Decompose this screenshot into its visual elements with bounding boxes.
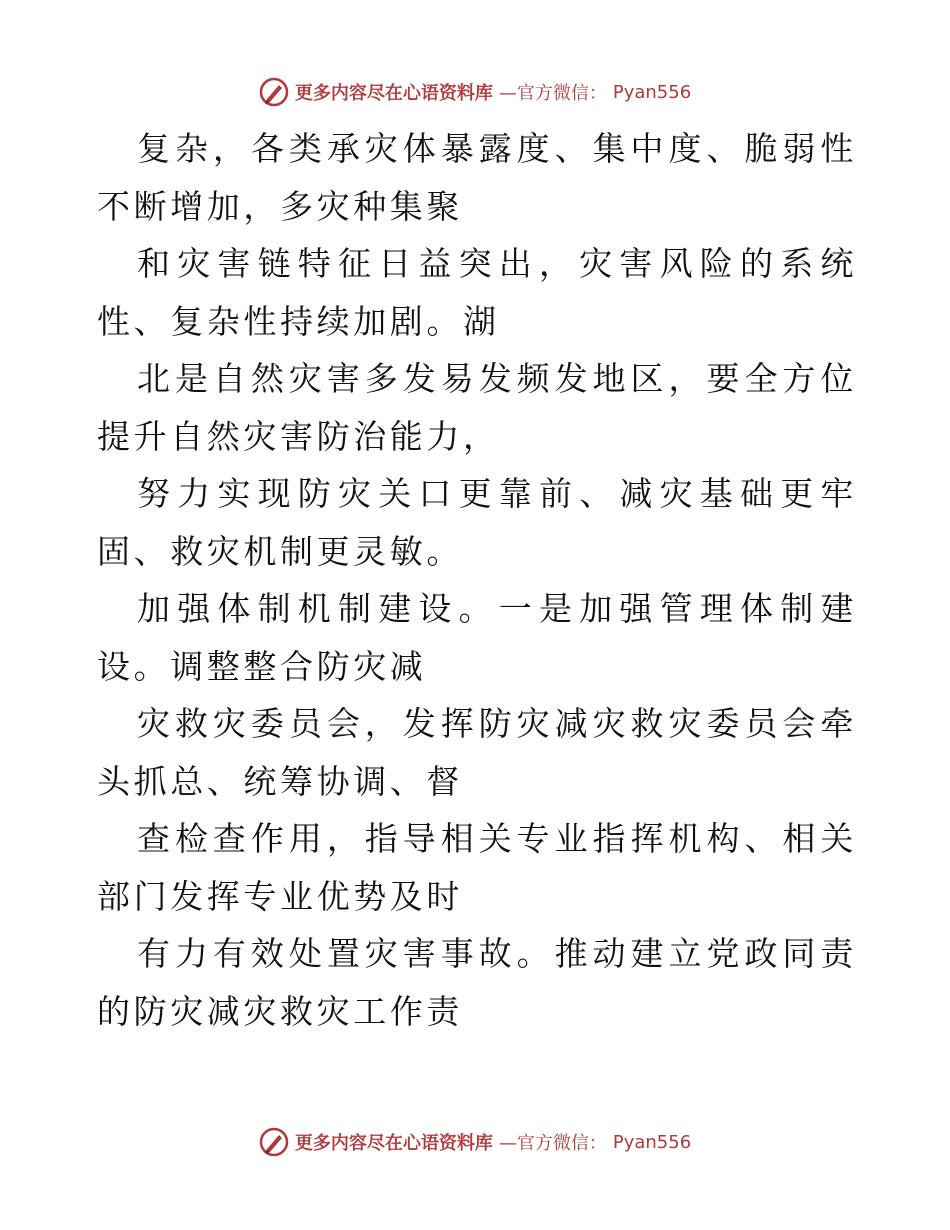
- watermark-dash: —官方微信：: [498, 83, 607, 104]
- paragraph: 北是自然灾害多发易发频发地区，要全方位提升自然灾害防治能力，: [97, 359, 857, 456]
- pen-logo-icon: [259, 1127, 289, 1157]
- paragraph: 和灾害链特征日益突出，灾害风险的系统性、复杂性持续加剧。湖: [97, 244, 857, 341]
- watermark-handle: Pyan556: [612, 1131, 692, 1153]
- paragraph: 加强体制机制建设。一是加强管理体制建设。调整整合防灾减: [97, 589, 857, 686]
- paragraph: 灾救灾委员会，发挥防灾减灾救灾委员会牵头抓总、统筹协调、督: [97, 704, 857, 801]
- paragraph: 有力有效处置灾害事故。推动建立党政同责的防灾减灾救灾工作责: [97, 934, 857, 1031]
- watermark-text: 更多内容尽在心语资料库: [294, 83, 493, 104]
- paragraph: 复杂，各类承灾体暴露度、集中度、脆弱性不断增加，多灾种集聚: [97, 129, 857, 226]
- paragraph: 查检查作用，指导相关专业指挥机构、相关部门发挥专业优势及时: [97, 819, 857, 916]
- header-watermark: [0, 72, 950, 112]
- document-body: [97, 120, 857, 1040]
- footer-watermark: [0, 1122, 950, 1162]
- paragraph: 努力实现防灾关口更靠前、减灾基础更牢固、救灾机制更灵敏。: [97, 474, 857, 571]
- pen-logo-icon: [259, 77, 289, 107]
- watermark-handle: Pyan556: [612, 81, 692, 103]
- watermark-text: 更多内容尽在心语资料库: [294, 1133, 493, 1154]
- watermark-dash: —官方微信：: [498, 1133, 607, 1154]
